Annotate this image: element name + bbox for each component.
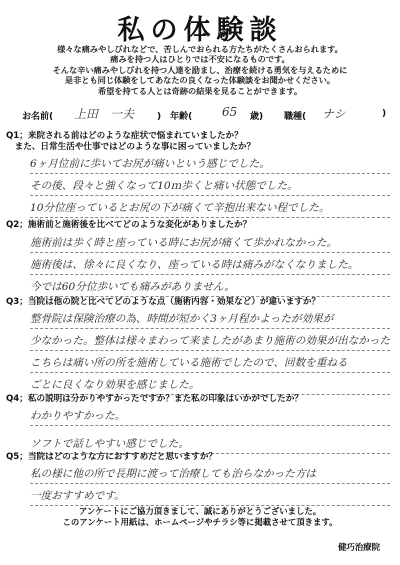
respondent-info xyxy=(22,104,392,122)
intro-line: そんな辛い痛みやしびれを持つ人達を励まし、治療を続ける勇気を与えるために xyxy=(52,64,348,75)
answer-3 xyxy=(30,307,390,395)
question-1 xyxy=(6,131,396,152)
answer-line: 施術後は、徐々に良くなり、座っている時は痛みがなくなりました。 xyxy=(30,253,390,275)
age-unit: 歳) xyxy=(250,112,264,122)
question-3 xyxy=(6,297,396,308)
age-value: 65 xyxy=(222,105,238,119)
answer-line: こちらは痛い所の所を施術している施術でしたので、回数を重ねる xyxy=(30,351,390,373)
answer-1 xyxy=(30,152,390,218)
answer-line: 施術前は歩く時と座っている時にお尻が痛くて歩かれなかった。 xyxy=(30,231,390,253)
job-value: ナシ xyxy=(322,107,346,121)
intro-line: 痛みを持つ人はひとりでは不安になるものです。 xyxy=(110,54,290,65)
page-title: 私の体験談 xyxy=(117,15,283,46)
answer-line: ごとに良くなり効果を感じました。 xyxy=(30,373,390,395)
question-line: Q1；来院される前はどのような症状で悩まれていましたか？ xyxy=(6,131,243,141)
answer-5 xyxy=(30,462,390,506)
job-label: 職種( xyxy=(284,112,307,122)
footer-line: アンケートにご協力頂きまして、誠にありがとうございました。 xyxy=(78,506,322,516)
footer-line: このアンケート用紙は、ホームページやチラシ等に掲載させて頂きます。 xyxy=(62,517,338,527)
intro-text xyxy=(0,44,400,96)
footer-note xyxy=(0,506,400,528)
intro-line: 様々な痛みやしびれなどで、苦しんでおられる方たちがたくさんおられます。 xyxy=(57,44,343,54)
question-line: また、日常生活や仕事ではどのような事に困っていましたか？ xyxy=(6,141,256,152)
answer-line: 整骨院は保険治療の為、時間が短かく3ヶ月程かよったが効果が xyxy=(30,307,390,329)
question-2 xyxy=(6,220,396,231)
clinic-name: 健巧治療院 xyxy=(338,542,380,552)
question-line: Q2；施術前と施術後を比べてどのような変化がありましたか？ xyxy=(6,220,252,230)
job-end: ) xyxy=(382,109,387,119)
name-value: 上田 一夫 xyxy=(74,107,135,121)
answer-line: 今では60分位歩いても痛みがありません。 xyxy=(30,275,390,297)
question-5 xyxy=(6,452,396,463)
answer-line: 一度おすすめです。 xyxy=(30,484,390,506)
answer-line: 私の様に他の所で長期に渡って治療しても治らなかった方は xyxy=(30,462,390,484)
answer-4 xyxy=(30,404,390,454)
answer-line: 10分位座っているとお尻の下が痛くて辛抱出来ない程でした。 xyxy=(30,196,390,218)
answer-line: わかりやすかった。 xyxy=(30,404,390,426)
answer-line: 6ヶ月位前に歩いてお尻が痛いという感じでした。 xyxy=(30,152,390,174)
intro-line: 是非とも同じ体験をしてあなたの良くなった体験談をお聞かせください。 xyxy=(64,75,336,86)
question-line: Q3；当院は他の院と比べてどのような点（施術内容・効果など）が違いますか？ xyxy=(6,297,321,307)
age-label: ) 年齢( xyxy=(157,112,193,122)
name-label: お名前( xyxy=(22,112,54,122)
answer-2 xyxy=(30,231,390,297)
answer-line: ソフトで話しやすい感じでした。 xyxy=(30,432,390,454)
answer-line: その後、段々と強くなって10ｍ歩くと痛い状態でした。 xyxy=(30,174,390,196)
question-line: Q5；当院はどのような方におすすめだと思いますか？ xyxy=(6,452,218,462)
question-line: Q4；私の説明は分かりやすかったですか？また私の印象はいかがでしたか？ xyxy=(6,394,303,404)
intro-line: 希望を持てる人とは奇跡の結果を見ることができます。 xyxy=(97,85,303,96)
answer-line: 少なかった。整体は様々まわって来ましたがあまり施術の効果が出なかった xyxy=(30,329,390,351)
question-4 xyxy=(6,394,396,405)
